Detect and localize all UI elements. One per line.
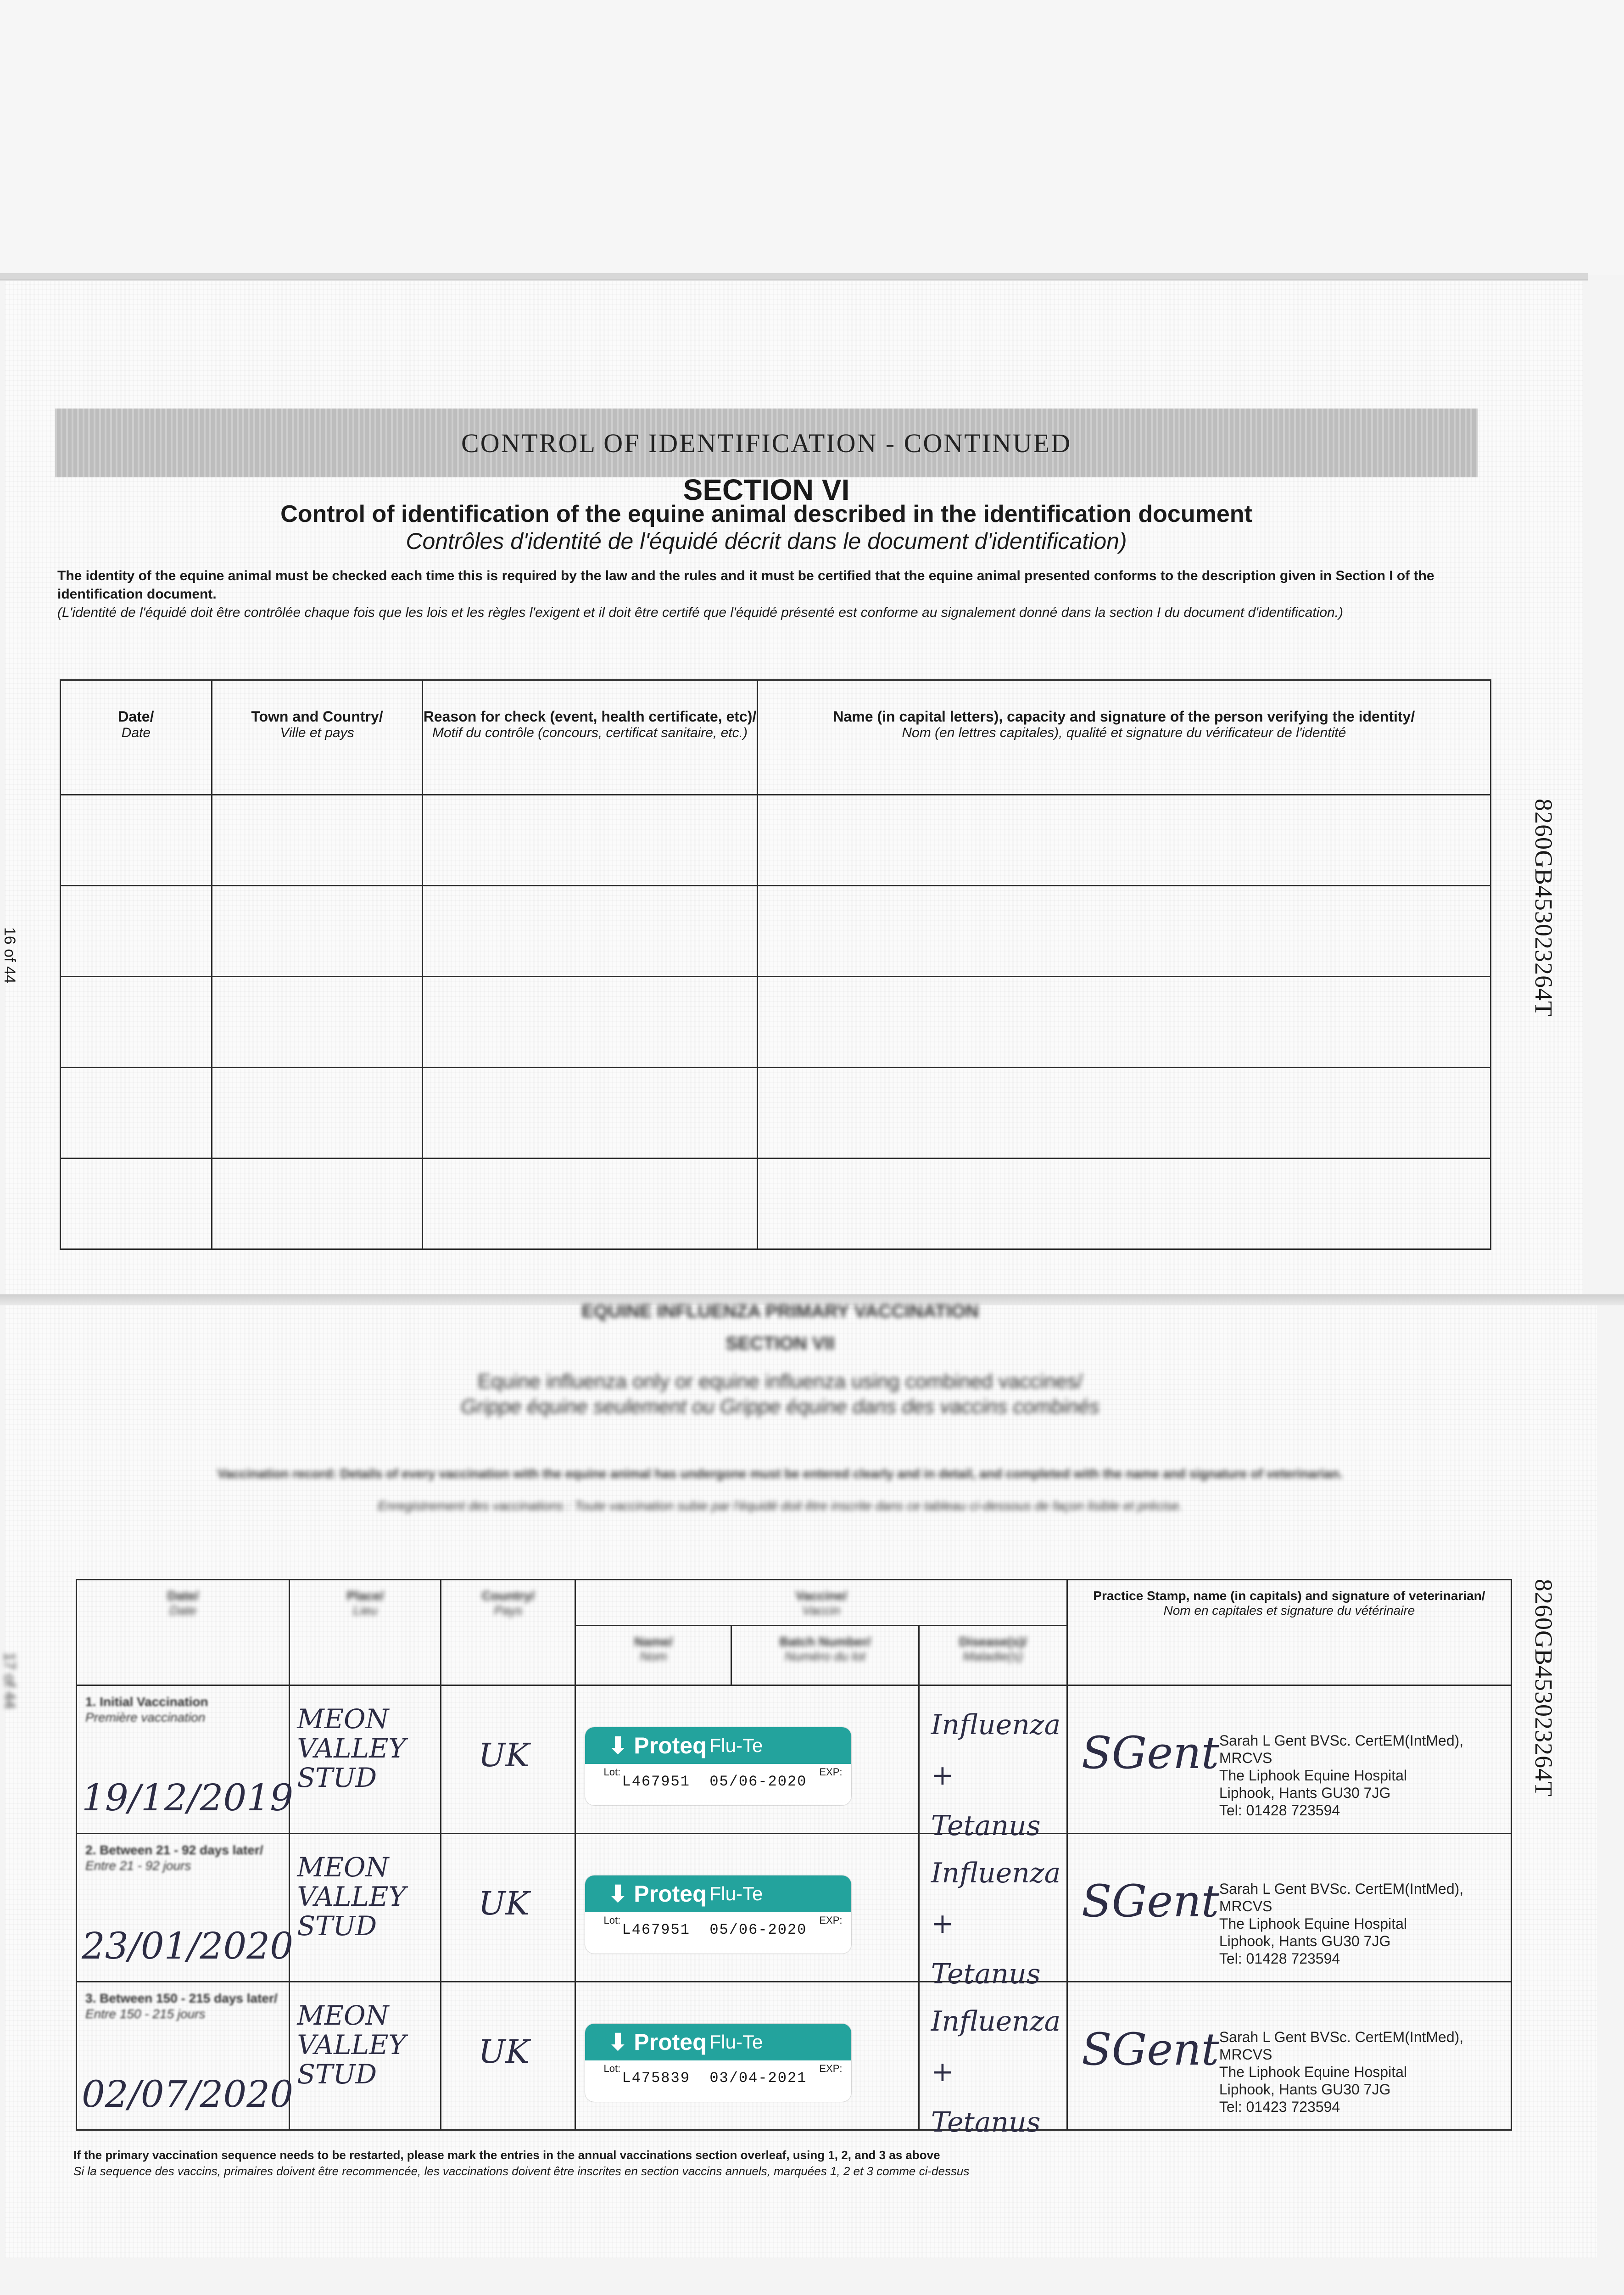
country-cell: UK [441,1982,575,2130]
plastic-sleeve [0,0,1624,275]
table-row [61,795,1491,886]
page-number: 16 of 44 [1,927,18,984]
col-disease: Disease(s)/ Maladie(s) [919,1626,1067,1685]
vaccine-sticker: ⬇ Proteq Flu-Te Lot: EXP: L467951 05/06-2020 [585,1875,851,1954]
disease-cell: Influenza + Tetanus [919,1834,1067,1982]
col-date: Date/ Date [61,680,212,795]
banner-text: CONTROL OF IDENTIFICATION - CONTINUED [461,428,1072,458]
blurred-note-en: Vaccination record: Details of every vaccination with the equine animal has undergone must be entered clearly and in detail, and completed with the name and signature of veterinarian. [217,1467,1343,1481]
info-icon: ⬇ [608,2029,634,2055]
table-row [61,1159,1491,1249]
col-date: Date/ Date [77,1580,290,1685]
handwritten-date: 19/12/2019 [82,1776,294,1819]
col-vaccine: Vaccine/ Vaccin [575,1580,1067,1626]
col-reason: Reason for check (event, health certificate, etc)/ Motif du contrôle (concours, certificat sanitaire, etc.) [423,680,757,795]
vaccine-sticker-cell [575,1834,919,1982]
place-cell: MEON VALLEY STUD [290,1982,441,2130]
blurred-note-fr: Enregistrement des vaccinations : Toute vaccination subie par l'équidé doit être inscrite dans ce tableau ci-dessous de façon lisible et précise. [378,1499,1183,1513]
date-cell: 2. Between 21 - 92 days later/ Entre 21 - 92 jours 23/01/2020 [77,1834,290,1982]
passport-id-number: 8260GB453023264T [1530,799,1557,1017]
handwritten-date: 23/01/2020 [82,1925,294,1967]
identity-check-table [60,679,1491,1250]
vaccine-sticker: ⬇ Proteq Flu-Te Lot: EXP: L475839 03/04-2021 [585,2024,851,2102]
info-icon: ⬇ [608,1733,634,1758]
vaccine-sticker-cell [575,1685,919,1834]
col-place: Place/ Lieu [290,1580,441,1685]
blurred-section: SECTION VII [725,1333,835,1354]
handwritten-date: 02/07/2020 [82,2073,294,2116]
table-row [77,1982,1512,2130]
table-header-row [77,1580,1512,1626]
disease-cell: Influenza + Tetanus [919,1982,1067,2130]
page-number: 17 of 44 [1,1652,18,1709]
blurred-heading: EQUINE INFLUENZA PRIMARY VACCINATION [581,1301,979,1321]
blurred-subtitle-en: Equine influenza only or equine influenza using combined vaccines/ [477,1370,1083,1393]
section-banner [55,409,1478,477]
blurred-subtitle-fr: Grippe équine seulement ou Grippe équine dans des vaccins combinés [461,1395,1099,1418]
table-row [77,1685,1512,1834]
vaccination-table [76,1579,1512,2138]
place-cell: MEON VALLEY STUD [290,1834,441,1982]
passport-id-number: 8260GB453023264T [1530,1579,1557,1797]
intro-text-fr: (L'identité de l'équidé doit être contrôlée chaque fois que les lois et les règles l'exigent et il doit être certifé que l'équidé présenté est conforme au signalement donné dans la section I du document d'identification.) [57,605,1344,620]
vaccine-sticker: ⬇ Proteq Flu-Te Lot: EXP: L467951 05/06-2020 [585,1727,851,1805]
info-icon: ⬇ [608,1881,634,1907]
country-cell: UK [441,1834,575,1982]
place-cell: MEON VALLEY STUD [290,1685,441,1834]
footer-note-en: If the primary vaccination sequence needs to be restarted, please mark the entries in the annual vaccinations section overleaf, using 1, 2, and 3 as above [73,2148,940,2162]
section-subtitle-en: Control of identification of the equine animal described in the identification document [280,501,1252,527]
section-title: SECTION VI [683,473,850,506]
col-country: Country/ Pays [441,1580,575,1685]
col-verifier: Name (in capital letters), capacity and signature of the person verifying the identity/ Nom (en lettres capitales), qualité et signature du vérificateur de l'identité [757,680,1490,795]
table-row [77,1834,1512,1982]
signature: SGent [1081,2024,1219,2075]
practice-stamp: Sarah L Gent BVSc. CertEM(IntMed), MRCVS The Liphook Equine Hospital Liphook, Hants GU30 7JG Tel: 01428 723594 [1219,1881,1464,1967]
footer-note-fr: Si la sequence des vaccins, primaires doivent être recommencée, les vaccinations doivent être inscrites en section vaccins annuels, marquées 1, 2 et 3 comme ci-dessus [73,2164,970,2178]
table-row [61,886,1491,977]
sleeve-edge [0,273,1588,280]
table-header-row [61,680,1491,795]
practice-stamp: Sarah L Gent BVSc. CertEM(IntMed), MRCVS The Liphook Equine Hospital Liphook, Hants GU30 7JG Tel: 01428 723594 [1219,1732,1464,1819]
date-cell: 1. Initial Vaccination Première vaccination 19/12/2019 [77,1685,290,1834]
col-batch: Batch Number/ Numéro du lot [731,1626,919,1685]
stamp-cell [1067,1834,1511,1982]
vaccine-sticker-cell [575,1982,919,2130]
practice-stamp: Sarah L Gent BVSc. CertEM(IntMed), MRCVS The Liphook Equine Hospital Liphook, Hants GU30 7JG Tel: 01423 723594 [1219,2029,1464,2115]
section-subtitle-fr: Contrôles d'identité de l'équidé décrit dans le document d'identification) [406,528,1127,554]
table-row [61,1068,1491,1159]
disease-cell: Influenza + Tetanus [919,1685,1067,1834]
intro-text-en: The identity of the equine animal must be checked each time this is required by the law and the rules and it must be certified that the equine animal presented conforms to the description given in Section I of the identification document. [57,568,1434,602]
col-vaccine-name: Name/ Nom [575,1626,731,1685]
signature: SGent [1081,1875,1219,1927]
table-row [61,977,1491,1068]
signature: SGent [1081,1727,1219,1779]
stamp-cell [1067,1685,1511,1834]
col-stamp: Practice Stamp, name (in capitals) and signature of veterinarian/ Nom en capitales et signature du vétérinaire [1067,1580,1511,1685]
country-cell: UK [441,1685,575,1834]
col-town-country: Town and Country/ Ville et pays [212,680,423,795]
date-cell: 3. Between 150 - 215 days later/ Entre 150 - 215 jours 02/07/2020 [77,1982,290,2130]
stamp-cell [1067,1982,1511,2130]
